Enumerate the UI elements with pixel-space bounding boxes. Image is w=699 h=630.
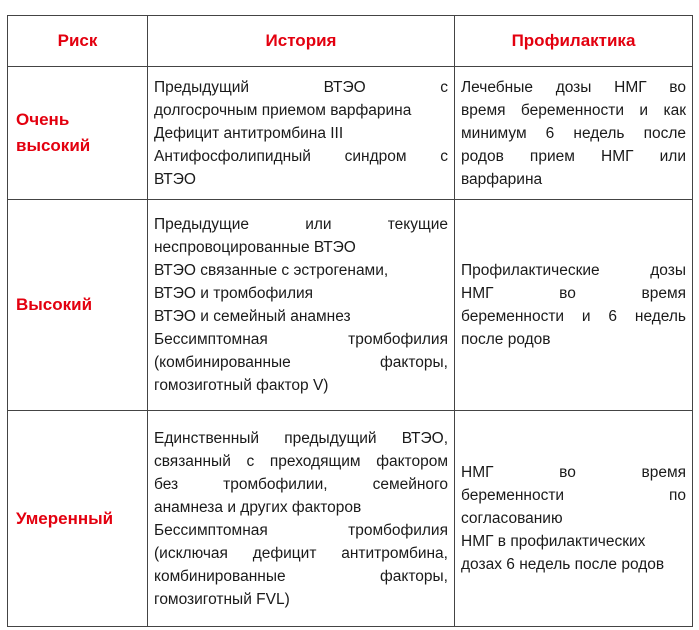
- risk-level-moderate: [8, 411, 148, 627]
- prophylaxis-line: НМГ во время: [461, 285, 686, 302]
- history-line: гомозиготный фактор V): [154, 377, 329, 394]
- table-row: [8, 67, 693, 200]
- risk-label: Очень: [16, 110, 70, 129]
- header-risk: Риск: [8, 16, 148, 67]
- prophylaxis-line: НМГ в профилактических: [461, 533, 646, 550]
- history-line: ВТЭО и тромбофилия: [154, 285, 314, 302]
- prophylaxis-line: НМГ во время: [461, 464, 686, 481]
- risk-level-high: [8, 200, 148, 411]
- prophylaxis-line: время беременности и как: [461, 101, 686, 119]
- prophylaxis-line: варфарина: [461, 170, 543, 188]
- prophylaxis-line: согласованию: [461, 510, 563, 527]
- history-line: гомозиготный FVL): [154, 590, 290, 608]
- history-line: Единственный предыдущий ВТЭО,: [154, 429, 448, 447]
- history-line: Дефицит антитромбина III: [154, 124, 344, 142]
- header-row: [8, 16, 693, 67]
- risk-label: Высокий: [16, 295, 93, 314]
- prophylaxis-line: дозах 6 недель после родов: [461, 556, 665, 573]
- prophylaxis-cell: [455, 200, 693, 411]
- prophylaxis-line: беременности по: [461, 487, 686, 504]
- history-line: (комбинированные факторы,: [154, 354, 448, 371]
- history-line: Бессимптомная тромбофилия: [154, 521, 448, 539]
- history-line: ВТЭО связанные с эстрогенами,: [154, 262, 389, 279]
- prophylaxis-line: Профилактические дозы: [461, 262, 686, 279]
- history-line: анамнеза и других факторов: [154, 498, 362, 516]
- prophylaxis-line: беременности и 6 недель: [461, 308, 686, 325]
- table-row: [8, 200, 693, 411]
- history-cell: [148, 200, 455, 411]
- history-line: Антифосфолипидный синдром с: [154, 147, 448, 165]
- risk-label: высокий: [16, 136, 91, 155]
- prophylaxis-cell: [455, 411, 693, 627]
- history-line: без тромбофилии, семейного: [154, 475, 448, 493]
- prophylaxis-cell: [455, 67, 693, 200]
- risk-table: [7, 15, 693, 627]
- history-cell: [148, 67, 455, 200]
- history-line: ВТЭО и семейный анамнез: [154, 308, 351, 325]
- history-line: (исключая дефицит антитромбина,: [154, 544, 448, 562]
- table-row: [8, 411, 693, 627]
- history-line: долгосрочным приемом варфарина: [154, 101, 412, 119]
- prophylaxis-line: родов прием НМГ или: [461, 147, 686, 165]
- header-prophylaxis: Профилактика: [455, 16, 693, 67]
- header-history: История: [148, 16, 455, 67]
- history-line: Предыдущие или текущие: [154, 216, 448, 233]
- history-line: Бессимптомная тромбофилия: [154, 331, 448, 348]
- prophylaxis-line: минимум 6 недель после: [461, 124, 686, 142]
- prophylaxis-line: после родов: [461, 331, 551, 348]
- prophylaxis-line: Лечебные дозы НМГ во: [461, 78, 686, 96]
- risk-level-very-high: [8, 67, 148, 200]
- history-line: комбинированные факторы,: [154, 567, 448, 585]
- history-line: Предыдущий ВТЭО с: [154, 78, 448, 96]
- history-line: ВТЭО: [154, 170, 196, 188]
- history-cell: [148, 411, 455, 627]
- risk-label: Умеренный: [16, 508, 114, 528]
- history-line: связанный с преходящим фактором: [154, 452, 448, 470]
- history-line: неспровоцированные ВТЭО: [154, 239, 356, 256]
